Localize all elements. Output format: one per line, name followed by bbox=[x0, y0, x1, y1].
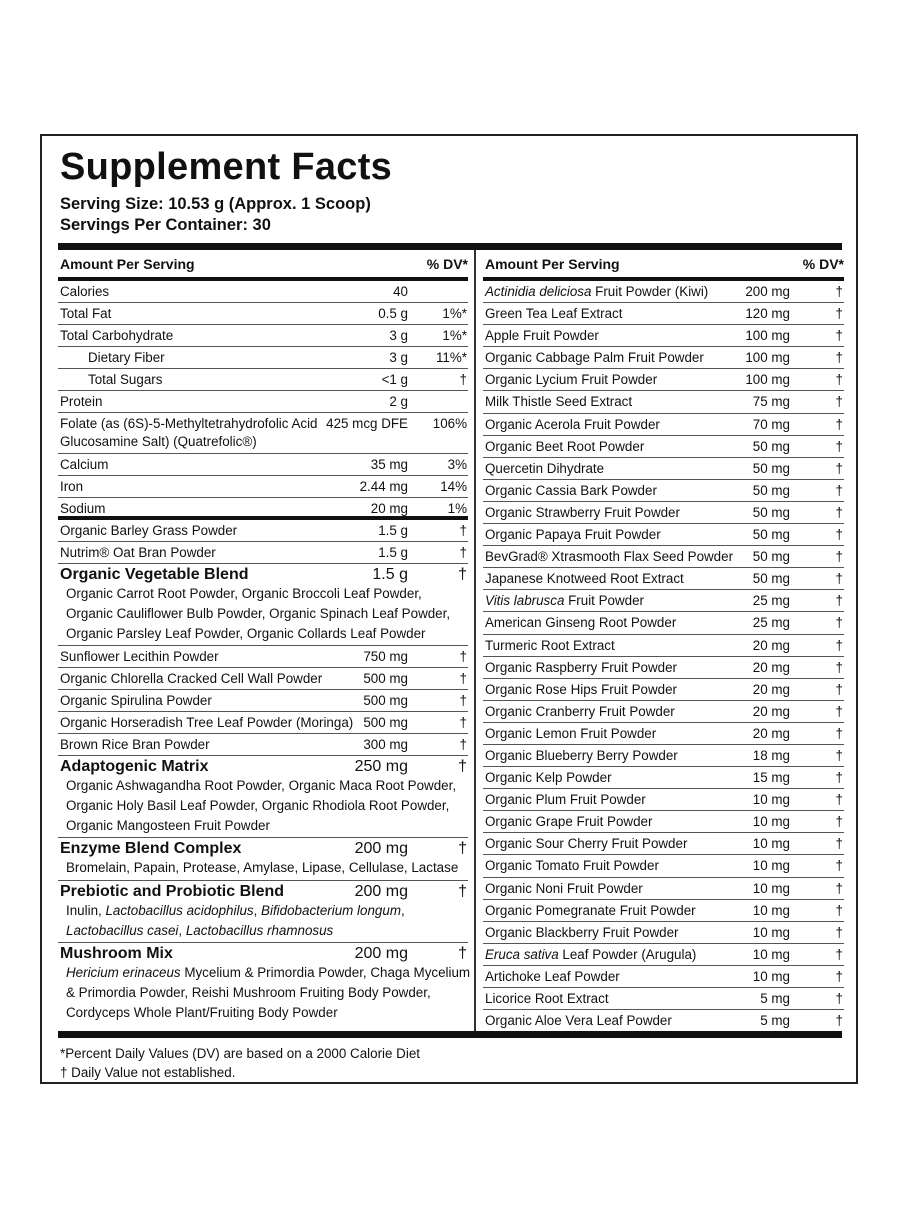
ingredient-row bbox=[483, 701, 844, 723]
ingredient-dv: † bbox=[835, 527, 843, 543]
ingredient-dv: † bbox=[459, 715, 467, 730]
blend-line: Organic Holy Basil Leaf Powder, Organic Rhodiola Root Powder, bbox=[66, 798, 450, 813]
nutrient-amount: 425 mcg DFE bbox=[326, 416, 408, 431]
ingredient-amount: 500 mg bbox=[363, 715, 408, 730]
ingredient-dv: † bbox=[835, 946, 843, 962]
ingredient-row bbox=[483, 767, 844, 789]
ingredient-amount: 200 mg bbox=[745, 284, 790, 299]
nutrient-row bbox=[58, 454, 468, 476]
nutrient-name: Sodium bbox=[60, 501, 106, 516]
ingredient-amount: 120 mg bbox=[745, 306, 790, 322]
ingredient-name: Organic Rose Hips Fruit Powder bbox=[485, 681, 678, 697]
ingredient-amount: 500 mg bbox=[363, 671, 408, 686]
ingredient-row bbox=[483, 612, 844, 634]
ingredient-name: Apple Fruit Powder bbox=[485, 328, 599, 344]
ingredient-name: Organic Lycium Fruit Powder bbox=[485, 372, 658, 388]
ingredient-dv: † bbox=[835, 615, 843, 631]
blend-line: Organic Ashwagandha Root Powder, Organic Maca Root Powder, bbox=[66, 778, 457, 793]
ingredient-dv: † bbox=[835, 1013, 843, 1029]
ingredient-dv: † bbox=[835, 284, 843, 299]
nutrient-name: Iron bbox=[60, 479, 84, 494]
ingredient-amount: 10 mg bbox=[752, 946, 790, 962]
ingredient-row bbox=[483, 944, 844, 966]
blend-header bbox=[58, 758, 468, 776]
ingredient-amount: 10 mg bbox=[752, 902, 790, 918]
ingredient-row bbox=[483, 922, 844, 944]
ingredient-dv: † bbox=[835, 836, 843, 852]
ingredient-name: Organic Kelp Powder bbox=[485, 770, 612, 786]
ingredient-row bbox=[483, 855, 844, 877]
ingredient-name: American Ginseng Root Powder bbox=[485, 615, 677, 631]
blend-line: Lactobacillus casei, Lactobacillus rhamnosus bbox=[66, 923, 334, 938]
blend-line: Bromelain, Papain, Protease, Amylase, Lipase, Cellulase, Lactase bbox=[66, 860, 459, 875]
ingredient-amount: 50 mg bbox=[752, 571, 790, 587]
ingredient-amount: 1.5 g bbox=[378, 545, 408, 560]
ingredient-dv: † bbox=[459, 523, 467, 538]
ingredient-row bbox=[483, 1010, 844, 1032]
ingredient-amount: 70 mg bbox=[752, 416, 790, 432]
ingredient-dv: † bbox=[835, 747, 843, 763]
ingredient-row bbox=[483, 568, 844, 590]
ingredient-dv: † bbox=[835, 637, 843, 653]
blend-amount: 200 mg bbox=[354, 840, 408, 857]
nutrient-dv: 14% bbox=[440, 479, 467, 494]
ingredient-amount: 100 mg bbox=[745, 350, 790, 366]
ingredient-amount: 5 mg bbox=[760, 1013, 790, 1029]
nutrient-row bbox=[58, 281, 468, 303]
ingredient-amount: 10 mg bbox=[752, 924, 790, 940]
nutrient-amount: 2.44 mg bbox=[359, 479, 408, 494]
ingredient-dv: † bbox=[835, 968, 843, 984]
nutrient-amount: <1 g bbox=[381, 372, 408, 387]
blend-dv: † bbox=[458, 840, 467, 857]
blend-dv: † bbox=[458, 566, 467, 583]
ingredient-dv: † bbox=[835, 460, 843, 476]
ingredient-name: Organic Papaya Fruit Powder bbox=[485, 527, 661, 543]
ingredient-row bbox=[58, 668, 468, 690]
ingredient-name: Actinidia deliciosa Fruit Powder (Kiwi) bbox=[485, 284, 709, 299]
ingredient-name: Organic Blueberry Berry Powder bbox=[485, 747, 678, 763]
blend-amount: 250 mg bbox=[354, 758, 408, 775]
ingredient-amount: 1.5 g bbox=[378, 523, 408, 538]
blend-line: Organic Cauliflower Bulb Powder, Organic Spinach Leaf Powder, bbox=[66, 606, 451, 621]
ingredient-dv: † bbox=[835, 438, 843, 454]
ingredient-dv: † bbox=[835, 725, 843, 741]
ingredient-row bbox=[483, 347, 844, 369]
blend-line: Organic Carrot Root Powder, Organic Broccoli Leaf Powder, bbox=[66, 586, 422, 601]
ingredient-amount: 20 mg bbox=[752, 637, 790, 653]
nutrient-name: Total Carbohydrate bbox=[60, 328, 174, 343]
nutrient-dv: 1%* bbox=[442, 328, 467, 343]
ingredient-dv: † bbox=[835, 858, 843, 874]
ingredient-dv: † bbox=[835, 416, 843, 432]
enzyme-blend-block bbox=[58, 838, 468, 881]
footnote-dv: *Percent Daily Values (DV) are based on a 2000 Calorie Diet bbox=[60, 1046, 420, 1061]
blend-line: Hericium erinaceus Mycelium & Primordia Powder, Chaga Mycelium bbox=[66, 965, 471, 980]
ingredient-row bbox=[483, 789, 844, 811]
ingredient-row bbox=[483, 723, 844, 745]
nutrient-amount: 3 g bbox=[389, 350, 408, 365]
blend-name: Mushroom Mix bbox=[60, 945, 173, 962]
ingredient-row bbox=[483, 988, 844, 1010]
ingredient-row bbox=[483, 480, 844, 502]
ingredient-name: Green Tea Leaf Extract bbox=[485, 306, 623, 322]
top-divider-bar bbox=[58, 243, 842, 250]
ingredient-dv: † bbox=[835, 482, 843, 498]
blend-dv: † bbox=[458, 758, 467, 775]
ingredient-row bbox=[483, 414, 844, 436]
ingredient-dv: † bbox=[835, 681, 843, 697]
ingredient-name: Organic Grape Fruit Powder bbox=[485, 814, 653, 830]
ingredient-row bbox=[58, 542, 468, 564]
ingredient-name: Artichoke Leaf Powder bbox=[485, 968, 620, 984]
nutrient-row bbox=[58, 413, 468, 454]
ingredient-row bbox=[483, 966, 844, 988]
ingredient-amount: 50 mg bbox=[752, 482, 790, 498]
right-header bbox=[483, 250, 844, 281]
ingredient-name: Organic Horseradish Tree Leaf Powder (Moringa) bbox=[60, 715, 354, 730]
nutrient-dv: 11%* bbox=[435, 350, 467, 365]
ingredient-name: Licorice Root Extract bbox=[485, 991, 609, 1006]
blend-name: Organic Vegetable Blend bbox=[60, 566, 249, 583]
ingredient-row bbox=[483, 502, 844, 524]
header-dv: % DV* bbox=[802, 256, 844, 272]
nutrient-row bbox=[58, 325, 468, 347]
ingredient-amount: 300 mg bbox=[363, 737, 408, 752]
ingredient-row bbox=[483, 745, 844, 767]
ingredient-row bbox=[483, 524, 844, 546]
ingredient-name: Organic Cassia Bark Powder bbox=[485, 482, 657, 498]
ingredient-dv: † bbox=[835, 814, 843, 830]
serving-size: Serving Size: 10.53 g (Approx. 1 Scoop) bbox=[60, 195, 371, 213]
ingredient-amount: 20 mg bbox=[752, 681, 790, 697]
ingredient-row bbox=[58, 646, 468, 668]
ingredient-amount: 500 mg bbox=[363, 693, 408, 708]
ingredient-amount: 15 mg bbox=[752, 770, 790, 786]
ingredient-amount: 50 mg bbox=[752, 438, 790, 454]
nutrient-dv: 3% bbox=[447, 457, 467, 472]
ingredient-name: Organic Acerola Fruit Powder bbox=[485, 416, 660, 432]
blend-header bbox=[58, 883, 468, 901]
ingredient-name: Organic Plum Fruit Powder bbox=[485, 792, 646, 808]
ingredient-row bbox=[58, 734, 468, 756]
ingredient-amount: 50 mg bbox=[752, 504, 790, 520]
ingredient-amount: 10 mg bbox=[752, 968, 790, 984]
probiotic-blend-block bbox=[58, 881, 468, 943]
nutrient-dv: † bbox=[459, 372, 467, 387]
ingredient-amount: 25 mg bbox=[752, 615, 790, 631]
ingredient-row bbox=[483, 635, 844, 657]
adaptogenic-matrix-block bbox=[58, 756, 468, 838]
ingredient-row bbox=[483, 900, 844, 922]
nutrient-name: Protein bbox=[60, 394, 103, 409]
footnotes bbox=[60, 1044, 420, 1082]
ingredient-row bbox=[483, 281, 844, 303]
nutrient-amount: 2 g bbox=[389, 394, 408, 409]
blend-amount: 200 mg bbox=[354, 945, 408, 962]
ingredient-name: Organic Noni Fruit Powder bbox=[485, 880, 643, 896]
ingredient-name: Organic Cranberry Fruit Powder bbox=[485, 703, 675, 719]
ingredient-dv: † bbox=[835, 703, 843, 719]
ingredient-row bbox=[483, 833, 844, 855]
ingredient-name: Organic Spirulina Powder bbox=[60, 693, 212, 708]
nutrient-row bbox=[58, 476, 468, 498]
ingredient-name: Organic Beet Root Powder bbox=[485, 438, 645, 454]
ingredient-name: Quercetin Dihydrate bbox=[485, 460, 605, 476]
nutrient-dv: 1%* bbox=[442, 306, 467, 321]
ingredient-name: Organic Lemon Fruit Powder bbox=[485, 725, 657, 741]
mushroom-mix-block bbox=[58, 943, 471, 1025]
ingredient-name: Organic Aloe Vera Leaf Powder bbox=[485, 1013, 672, 1029]
ingredient-amount: 20 mg bbox=[752, 703, 790, 719]
ingredient-row bbox=[483, 369, 844, 391]
vegetable-blend-block bbox=[58, 564, 468, 646]
ingredient-dv: † bbox=[835, 350, 843, 366]
ingredient-name: Organic Blackberry Fruit Powder bbox=[485, 924, 679, 940]
ingredient-amount: 20 mg bbox=[752, 659, 790, 675]
ingredient-amount: 75 mg bbox=[752, 394, 790, 410]
ingredient-amount: 50 mg bbox=[752, 527, 790, 543]
panel-title: Supplement Facts bbox=[60, 146, 393, 188]
ingredient-name: Vitis labrusca Fruit Powder bbox=[485, 593, 645, 609]
blend-line: & Primordia Powder, Reishi Mushroom Fruiting Body Powder, bbox=[66, 985, 431, 1000]
ingredient-name: Organic Strawberry Fruit Powder bbox=[485, 504, 680, 520]
ingredient-dv: † bbox=[835, 571, 843, 587]
nutrient-row bbox=[58, 303, 468, 325]
ingredient-amount: 100 mg bbox=[745, 328, 790, 344]
ingredient-dv: † bbox=[835, 880, 843, 896]
left-header bbox=[58, 250, 468, 281]
blend-amount: 1.5 g bbox=[372, 566, 408, 583]
ingredient-name: Japanese Knotweed Root Extract bbox=[485, 571, 684, 587]
ingredient-amount: 10 mg bbox=[752, 836, 790, 852]
ingredient-dv: † bbox=[835, 328, 843, 344]
ingredient-dv: † bbox=[459, 649, 467, 664]
blend-header bbox=[58, 840, 468, 858]
nutrient-amount: 3 g bbox=[389, 328, 408, 343]
ingredient-amount: 10 mg bbox=[752, 792, 790, 808]
blend-amount: 200 mg bbox=[354, 883, 408, 900]
blend-header bbox=[58, 945, 468, 963]
ingredient-row bbox=[483, 458, 844, 480]
ingredient-dv: † bbox=[835, 504, 843, 520]
ingredient-name: Turmeric Root Extract bbox=[485, 637, 615, 653]
ingredient-dv: † bbox=[835, 991, 843, 1006]
ingredient-name: Brown Rice Bran Powder bbox=[60, 737, 210, 752]
ingredient-name: Sunflower Lecithin Powder bbox=[60, 649, 219, 664]
ingredient-dv: † bbox=[835, 770, 843, 786]
blend-name: Prebiotic and Probiotic Blend bbox=[60, 883, 285, 900]
ingredient-amount: 10 mg bbox=[752, 880, 790, 896]
ingredient-row bbox=[58, 520, 468, 542]
nutrient-row bbox=[58, 391, 468, 413]
ingredient-name: Organic Tomato Fruit Powder bbox=[485, 858, 659, 874]
ingredient-name: Organic Sour Cherry Fruit Powder bbox=[485, 836, 688, 852]
nutrient-dv: 1% bbox=[447, 501, 467, 516]
ingredient-amount: 20 mg bbox=[752, 725, 790, 741]
ingredient-row bbox=[483, 657, 844, 679]
nutrient-amount: 20 mg bbox=[370, 501, 408, 516]
nutrient-name: Folate (as (6S)-5-Methyltetrahydrofolic Acid Glucosamine Salt) (Quatrefolic®) bbox=[60, 416, 318, 449]
header-amount-per-serving: Amount Per Serving bbox=[60, 256, 195, 272]
ingredient-row bbox=[483, 436, 844, 458]
blend-header bbox=[58, 566, 468, 584]
nutrient-name: Calcium bbox=[60, 457, 109, 472]
blend-line: Inulin, Lactobacillus acidophilus, Bifidobacterium longum, bbox=[66, 903, 405, 918]
ingredient-amount: 10 mg bbox=[752, 858, 790, 874]
bottom-divider-bar bbox=[58, 1031, 842, 1038]
ingredient-name: Milk Thistle Seed Extract bbox=[485, 394, 633, 410]
ingredient-dv: † bbox=[835, 306, 843, 322]
ingredient-row bbox=[483, 391, 844, 413]
ingredient-dv: † bbox=[459, 545, 467, 560]
left-column bbox=[58, 250, 471, 1025]
serving-info bbox=[60, 194, 371, 236]
ingredient-amount: 100 mg bbox=[745, 372, 790, 388]
nutrient-amount: 35 mg bbox=[370, 457, 408, 472]
ingredient-dv: † bbox=[835, 372, 843, 388]
column-divider bbox=[474, 250, 476, 1031]
nutrient-row bbox=[58, 369, 468, 391]
nutrient-name: Total Fat bbox=[60, 306, 112, 321]
ingredient-dv: † bbox=[459, 671, 467, 686]
ingredient-row bbox=[483, 325, 844, 347]
ingredient-name: Organic Barley Grass Powder bbox=[60, 523, 238, 538]
ingredient-dv: † bbox=[835, 659, 843, 675]
blend-line: Organic Mangosteen Fruit Powder bbox=[66, 818, 270, 833]
ingredient-name: Organic Cabbage Palm Fruit Powder bbox=[485, 350, 704, 366]
ingredient-dv: † bbox=[459, 693, 467, 708]
nutrient-amount: 0.5 g bbox=[378, 306, 408, 321]
ingredient-name: Eruca sativa Leaf Powder (Arugula) bbox=[485, 946, 697, 962]
ingredient-amount: 25 mg bbox=[752, 593, 790, 609]
ingredient-dv: † bbox=[835, 792, 843, 808]
ingredient-row bbox=[58, 690, 468, 712]
ingredient-amount: 18 mg bbox=[752, 747, 790, 763]
header-amount-per-serving: Amount Per Serving bbox=[485, 256, 620, 272]
right-column bbox=[483, 250, 844, 1032]
ingredient-row bbox=[483, 590, 844, 612]
nutrient-dv: 106% bbox=[432, 416, 467, 431]
ingredient-dv: † bbox=[835, 549, 843, 565]
ingredient-row bbox=[483, 546, 844, 568]
ingredient-amount: 50 mg bbox=[752, 460, 790, 476]
blend-line: Organic Parsley Leaf Powder, Organic Collards Leaf Powder bbox=[66, 626, 426, 641]
ingredient-name: Organic Chlorella Cracked Cell Wall Powder bbox=[60, 671, 323, 686]
ingredient-dv: † bbox=[459, 737, 467, 752]
ingredient-amount: 750 mg bbox=[363, 649, 408, 664]
blend-line: Cordyceps Whole Plant/Fruiting Body Powder bbox=[66, 1005, 338, 1020]
blend-name: Adaptogenic Matrix bbox=[60, 758, 209, 775]
ingredient-dv: † bbox=[835, 394, 843, 410]
ingredient-row bbox=[483, 303, 844, 325]
nutrient-name: Dietary Fiber bbox=[88, 350, 165, 365]
ingredient-row bbox=[483, 811, 844, 833]
ingredient-row bbox=[483, 679, 844, 701]
blend-dv: † bbox=[458, 883, 467, 900]
nutrient-row bbox=[58, 347, 468, 369]
ingredient-amount: 5 mg bbox=[760, 991, 790, 1006]
ingredient-amount: 10 mg bbox=[752, 814, 790, 830]
servings-per-container: Servings Per Container: 30 bbox=[60, 216, 271, 234]
ingredient-name: Organic Pomegranate Fruit Powder bbox=[485, 902, 696, 918]
ingredient-dv: † bbox=[835, 924, 843, 940]
supplement-facts-panel bbox=[40, 134, 858, 1084]
ingredient-amount: 50 mg bbox=[752, 549, 790, 565]
blend-dv: † bbox=[458, 945, 467, 962]
nutrient-amount: 40 bbox=[393, 284, 408, 299]
ingredient-name: BevGrad® Xtrasmooth Flax Seed Powder bbox=[485, 549, 734, 565]
ingredient-dv: † bbox=[835, 593, 843, 609]
ingredient-row bbox=[58, 712, 468, 734]
ingredient-dv: † bbox=[835, 902, 843, 918]
nutrient-name: Calories bbox=[60, 284, 110, 299]
footnote-dagger: † Daily Value not established. bbox=[60, 1065, 236, 1080]
nutrient-row bbox=[58, 498, 468, 520]
nutrient-name: Total Sugars bbox=[88, 372, 163, 387]
ingredient-name: Organic Raspberry Fruit Powder bbox=[485, 659, 678, 675]
blend-name: Enzyme Blend Complex bbox=[60, 840, 242, 857]
header-dv: % DV* bbox=[426, 256, 468, 272]
ingredient-name: Nutrim® Oat Bran Powder bbox=[60, 545, 216, 560]
ingredient-row bbox=[483, 878, 844, 900]
